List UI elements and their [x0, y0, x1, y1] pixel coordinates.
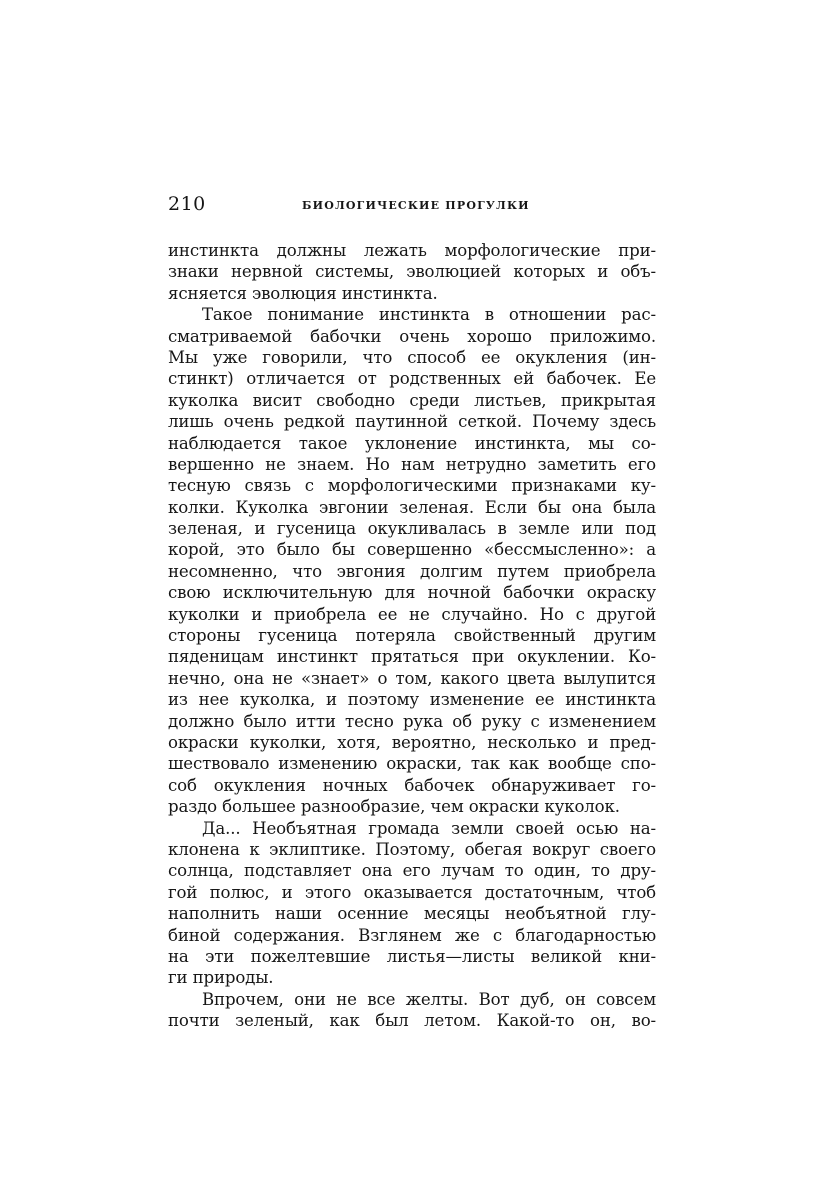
text-line: несомненно, что эвгония долгим путем приобрела [168, 561, 656, 581]
text-line: из нее куколка, и поэтому изменение ее инстинкта [168, 690, 656, 710]
body-text [168, 240, 656, 1031]
running-head: БИОЛОГИЧЕСКИЕ ПРОГУЛКИ [302, 199, 530, 212]
text-line: раздо большее разнообразие, чем окраски куколок. [168, 797, 620, 817]
text-line: шествовало изменению окраски, так как вообще спо- [168, 754, 656, 774]
text-line: Впрочем, они не все желты. Вот дуб, он совсем [202, 989, 656, 1009]
text-line: инстинкта должны лежать морфологические при- [168, 241, 656, 260]
text-line: соб окукления ночных бабочек обнаруживает го- [168, 775, 656, 795]
text-line: куколка висит свободно среди листьев, прикрытая [168, 390, 656, 410]
text-line: гой полюс, и этого оказывается достаточным, чтоб [168, 882, 656, 902]
text-line: Мы уже говорили, что способ ее окукления (ин- [168, 347, 656, 367]
text-line: тесную связь с морфологическими признаками ку- [168, 476, 656, 496]
text-line: вершенно не знаем. Но нам нетрудно заметить его [168, 454, 656, 474]
text-line: колки. Куколка эвгонии зеленая. Если бы она была [168, 497, 656, 517]
text-line: наблюдается такое уклонение инстинкта, мы со- [168, 433, 656, 453]
paragraph [168, 989, 656, 1032]
text-line: почти зеленый, как был летом. Какой-то он, во- [168, 1011, 656, 1031]
text-line: ясняется эволюция инстинкта. [168, 283, 438, 303]
text-line: знаки нервной системы, эволюцией которых и объ- [168, 262, 656, 282]
paragraph [168, 240, 656, 304]
text-line: сматриваемой бабочки очень хорошо приложимо. [168, 326, 656, 346]
text-line: свою исключительную для ночной бабочки окраску [168, 583, 656, 603]
paragraph [168, 818, 656, 989]
text-line: корой, это было бы совершенно «бессмысленно»: а [168, 540, 656, 560]
text-line: нечно, она не «знает» о том, какого цвета вылупится [168, 668, 656, 688]
page-number: 210 [168, 193, 206, 215]
page-header [168, 193, 658, 221]
text-line: стинкт) отличается от родственных ей бабочек. Ее [168, 369, 656, 389]
text-line: Да... Необъятная громада земли своей осью на- [202, 818, 656, 838]
text-line: должно было итти тесно рука об руку с изменением [168, 711, 656, 731]
text-line: клонена к эклиптике. Поэтому, обегая вокруг своего [168, 839, 656, 859]
text-line: зеленая, и гусеница окукливалась в земле или под [168, 519, 656, 539]
text-line: куколки и приобрела ее не случайно. Но с другой [168, 604, 656, 624]
text-line: ги природы. [168, 968, 274, 988]
text-line: пяденицам инстинкт прятаться при окуклении. Ко- [168, 647, 656, 667]
text-line: на эти пожелтевшие листья—листы великой кни- [168, 946, 656, 966]
text-line: стороны гусеница потеряла свойственный другим [168, 626, 656, 646]
text-line: биной содержания. Взглянем же с благодарностью [168, 925, 656, 945]
text-line: лишь очень редкой паутинной сеткой. Почему здесь [168, 412, 656, 432]
text-line: наполнить наши осенние месяцы необъятной глу- [168, 904, 656, 924]
text-line: Такое понимание инстинкта в отношении рас- [202, 305, 656, 325]
text-line: солнца, подставляет она его лучам то один, то дру- [168, 861, 656, 881]
paragraph [168, 304, 656, 817]
text-line: окраски куколки, хотя, вероятно, несколько и пред- [168, 732, 656, 752]
